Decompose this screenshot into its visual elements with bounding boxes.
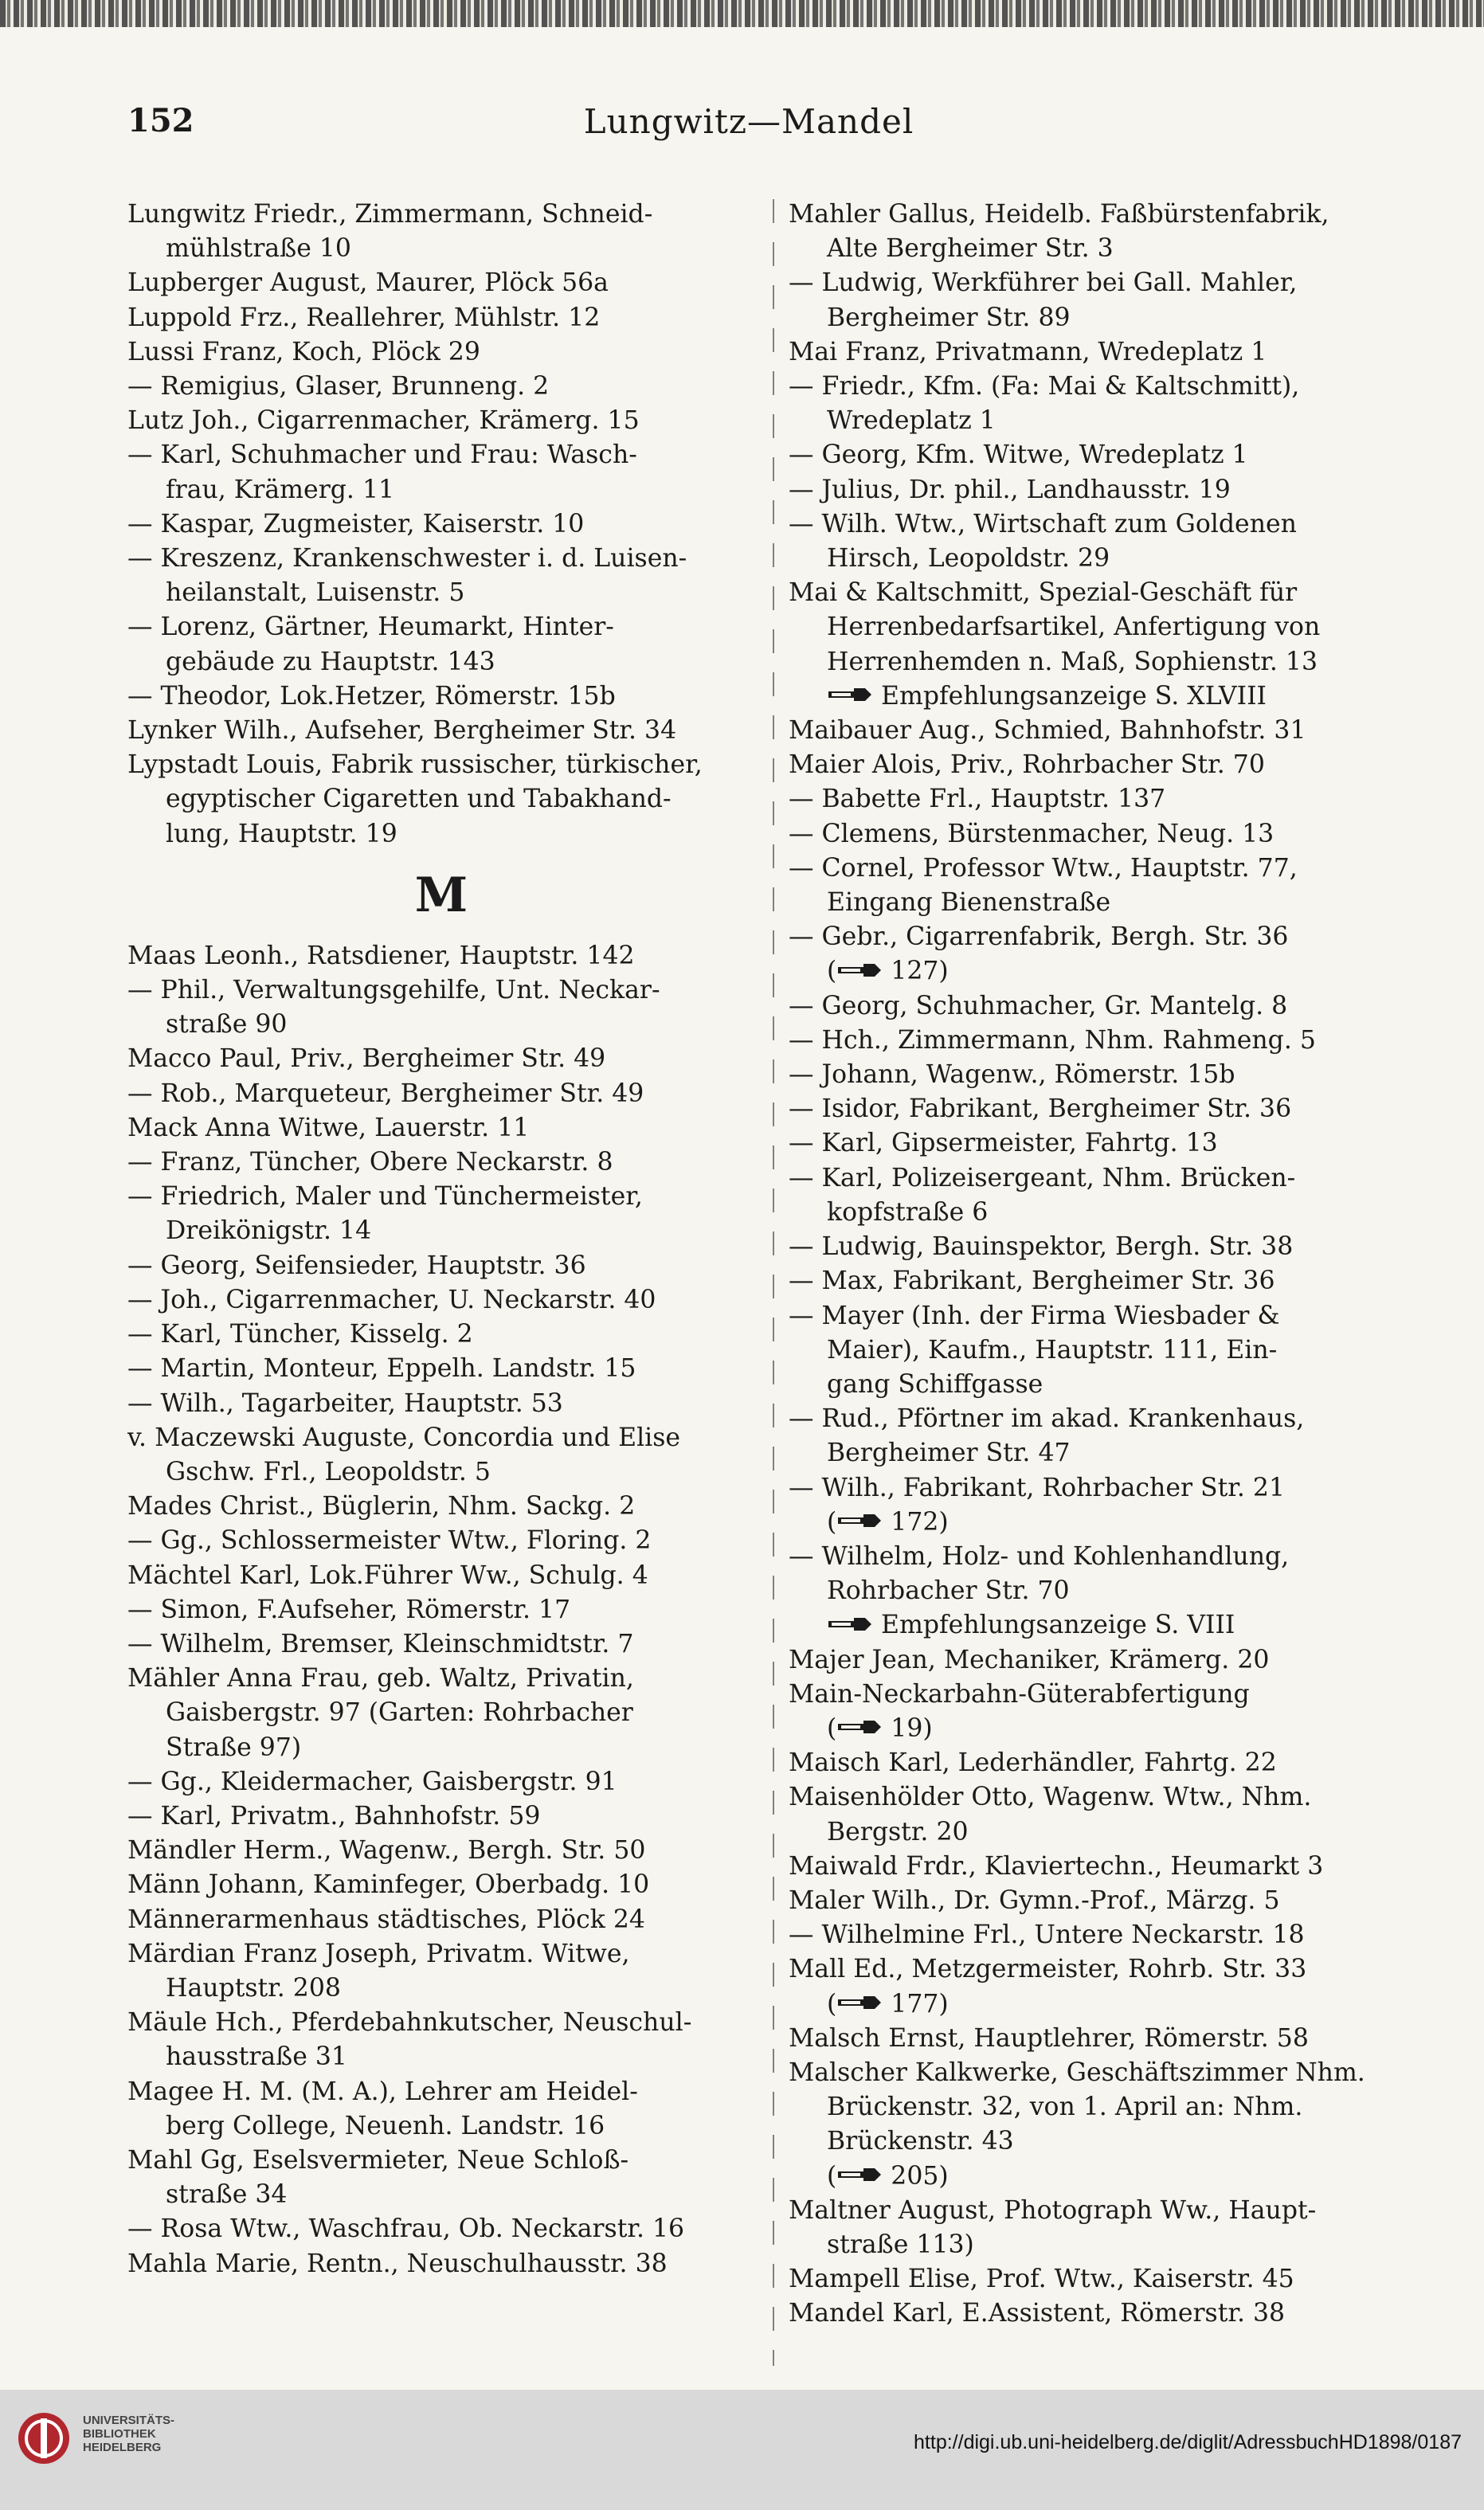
library-line: UNIVERSITÄTS- [83,2414,175,2427]
entry-text: Lutz Joh., Cigarrenmacher, Krämerg. 15 [127,406,640,436]
directory-entry [789,954,1426,989]
paren: ( [827,1989,837,2019]
directory-entry [789,920,1426,954]
directory-entry [789,714,1426,748]
entry-text: — Franz, Tüncher, Obere Neckarstr. 8 [127,1148,613,1177]
directory-entry [127,2075,755,2109]
entry-text: Männ Johann, Kaminfeger, Oberbadg. 10 [127,1870,650,1900]
entry-text: Malsch Ernst, Hauptlehrer, Römerstr. 58 [789,2023,1309,2053]
directory-entry [789,1815,1426,1850]
entry-text: Mahl Gg, Eselsvermieter, Neue Schloß- [127,2145,629,2175]
entry-text: Bergstr. 20 [827,1817,969,1846]
entry-text: Mai Franz, Privatmann, Wredeplatz 1 [789,337,1267,366]
directory-entry [789,610,1426,644]
directory-entry [789,1436,1426,1470]
directory-entry [127,301,755,335]
directory-entry [127,507,755,542]
directory-entry [789,1746,1426,1780]
entry-text: v. Maczewski Auguste, Concordia und Elise [127,1423,681,1452]
column-divider [773,199,774,2366]
directory-entry [127,335,755,370]
page-number: 152 [127,102,194,139]
entry-text: Main-Neckarbahn-Güterabfertigung [789,1679,1250,1709]
directory-entry [127,1145,755,1180]
directory-entry [789,2022,1426,2056]
entry-text: — Wilh., Tagarbeiter, Hauptstr. 53 [127,1388,563,1418]
university-logo-icon [16,2410,72,2466]
entry-text: Hauptstr. 208 [166,1973,341,2003]
directory-entry [789,1643,1426,1678]
directory-entry [127,542,755,576]
directory-entry [789,1608,1426,1643]
entry-text: — Hch., Zimmermann, Nhm. Rahmeng. 5 [789,1025,1316,1055]
directory-entry [127,1249,755,1283]
directory-entry [127,2247,755,2281]
entry-text: Herrenhemden n. Maß, Sophienstr. 13 [827,647,1318,676]
entry-text: Brückenstr. 43 [827,2127,1014,2156]
directory-entry [127,2040,755,2074]
directory-entry [789,301,1426,335]
directory-entry [789,645,1426,679]
entry-text: Maiwald Frdr., Klaviertechn., Heumarkt 3 [789,1851,1324,1881]
entry-text: — Georg, Schuhmacher, Gr. Mantelg. 8 [789,991,1288,1020]
pointing-hand-icon [836,1718,883,1736]
entry-text: Lupberger August, Maurer, Plöck 56a [127,268,609,298]
directory-entry [127,1111,755,1145]
entry-text: Lynker Wilh., Aufseher, Bergheimer Str. 34 [127,716,677,746]
directory-entry [127,1283,755,1318]
directory-entry [789,1987,1426,2022]
directory-entry [127,1042,755,1076]
entry-text: — Ludwig, Bauinspektor, Bergh. Str. 38 [789,1232,1294,1262]
entry-text: 177) [891,1989,949,2019]
directory-entry [789,1230,1426,1264]
entry-text: kopfstraße 6 [827,1197,989,1227]
entry-text: Empfehlungsanzeige S. VIII [881,1611,1235,1640]
entry-text: Magee H. M. (M. A.), Lehrer am Heidel- [127,2077,638,2106]
directory-entry [127,1662,755,1696]
directory-entry [789,2297,1426,2331]
entry-text: Mahla Marie, Rentn., Neuschulhausstr. 38 [127,2249,668,2278]
entry-text: Luppold Frz., Reallehrer, Mühlstr. 12 [127,303,601,332]
directory-entry [127,1627,755,1662]
entry-text: Lussi Franz, Koch, Plöck 29 [127,337,480,366]
pointing-hand-icon [836,1512,883,1529]
directory-entry [127,714,755,748]
directory-entry [127,645,755,679]
directory-entry [789,1058,1426,1092]
directory-entry [789,1402,1426,1436]
entry-text: Bergheimer Str. 47 [827,1439,1071,1468]
directory-entry [789,989,1426,1024]
entry-text: frau, Krämerg. 11 [166,475,395,504]
entry-text: — Theodor, Lok.Hetzer, Römerstr. 15b [127,681,616,711]
entry-text: Gaisbergstr. 97 (Garten: Rohrbacher [166,1698,633,1728]
directory-entry [127,1868,755,1902]
entry-text: Märdian Franz Joseph, Privatm. Witwe, [127,1939,630,1968]
entry-text: — Karl, Gipsermeister, Fahrtg. 13 [789,1129,1218,1158]
directory-entry [127,1318,755,1352]
entry-text: — Rob., Marqueteur, Bergheimer Str. 49 [127,1079,644,1108]
entry-text: — Max, Fabrikant, Bergheimer Str. 36 [789,1267,1275,1296]
entry-text: — Remigius, Glaser, Brunneng. 2 [127,372,550,401]
directory-entry [789,852,1426,886]
directory-entry [127,232,755,266]
entry-text: 19) [891,1713,933,1743]
directory-entry [127,2144,755,2178]
entry-text: Hirsch, Leopoldstr. 29 [827,544,1110,574]
directory-entry [789,2090,1426,2124]
directory-entry [789,266,1426,300]
directory-entry [127,1731,755,1765]
directory-entry [127,2178,755,2212]
directory-entry [127,404,755,438]
entry-text: — Joh., Cigarrenmacher, U. Neckarstr. 40 [127,1285,656,1314]
entry-text: Maltner August, Photograph Ww., Haupt- [789,2195,1317,2225]
entry-text: Brückenstr. 32, von 1. April an: Nhm. [827,2093,1303,2122]
directory-entry [789,1540,1426,1574]
directory-entry [789,1333,1426,1368]
directory-entry [127,973,755,1008]
entry-text: Maier Alois, Priv., Rohrbacher Str. 70 [789,750,1265,780]
paren: ( [827,957,837,986]
directory-entry [789,782,1426,816]
directory-entry [789,335,1426,370]
directory-entry [789,748,1426,782]
entry-text: Dreikönigstr. 14 [166,1216,372,1246]
entry-text: 172) [891,1507,949,1537]
directory-entry [789,1264,1426,1298]
directory-entry [127,1180,755,1214]
entry-text: lung, Hauptstr. 19 [166,819,397,848]
entry-text: Macco Paul, Priv., Bergheimer Str. 49 [127,1044,606,1074]
entry-text: — Gebr., Cigarrenfabrik, Bergh. Str. 36 [789,922,1289,952]
directory-entry [789,1506,1426,1540]
directory-entry [127,2109,755,2144]
entry-text: — Wilhelmine Frl., Untere Neckarstr. 18 [789,1921,1305,1950]
entry-text: Rohrbacher Str. 70 [827,1576,1070,1606]
entry-text: Alte Bergheimer Str. 3 [827,234,1114,264]
entry-text: Mächtel Karl, Lok.Führer Ww., Schulg. 4 [127,1560,648,1590]
entry-text: — Rud., Pförtner im akad. Krankenhaus, [789,1404,1305,1434]
entry-text: — Friedrich, Maler und Tünchermeister, [127,1182,643,1212]
directory-entry [127,1008,755,1042]
pointing-hand-icon [836,961,883,979]
directory-entry [789,1952,1426,1987]
directory-entry [127,1765,755,1799]
pointing-hand-icon [827,1615,873,1633]
directory-entry [127,817,755,852]
entry-text: gebäude zu Hauptstr. 143 [166,647,495,676]
entry-text: — Gg., Kleidermacher, Gaisbergstr. 91 [127,1767,617,1796]
entry-text: — Julius, Dr. phil., Landhausstr. 19 [789,475,1231,504]
source-url[interactable]: http://digi.ub.uni-heidelberg.de/diglit/AdressbuchHD1898/0187 [914,2431,1462,2453]
library-line: BIBLIOTHEK [83,2427,156,2441]
left-column [127,198,755,2380]
directory-entry [127,1352,755,1386]
entry-text: straße 90 [166,1010,288,1040]
directory-entry [789,1368,1426,1402]
directory-entry [789,1712,1426,1746]
entry-text: Empfehlungsanzeige S. XLVIII [881,681,1267,711]
directory-entry [789,1780,1426,1815]
entry-text: Lungwitz Friedr., Zimmermann, Schneid- [127,200,653,229]
entry-text: Straße 97) [166,1733,302,1762]
entry-text: Maisenhölder Otto, Wagenw. Wtw., Nhm. [789,1783,1312,1812]
entry-text: Maas Leonh., Ratsdiener, Hauptstr. 142 [127,941,635,970]
directory-entry [127,198,755,232]
directory-entry [789,1574,1426,1608]
directory-entry [789,1678,1426,1712]
entry-text: — Isidor, Fabrikant, Bergheimer Str. 36 [789,1094,1292,1124]
running-title: Lungwitz—Mandel [583,102,914,141]
entry-text: Maier), Kaufm., Hauptstr. 111, Ein- [827,1335,1278,1365]
entry-text: — Lorenz, Gärtner, Heumarkt, Hinter- [127,613,614,642]
directory-entry [789,886,1426,920]
directory-entry [127,610,755,644]
directory-entry [127,1696,755,1730]
entry-text: Maibauer Aug., Schmied, Bahnhofstr. 31 [789,716,1306,746]
entry-text: Mahler Gallus, Heidelb. Faßbürstenfabrik, [789,200,1329,229]
directory-entry [789,1471,1426,1506]
directory-entry [127,1214,755,1248]
directory-entry [789,1196,1426,1230]
directory-entry [127,1903,755,1937]
entry-text: — Babette Frl., Hauptstr. 137 [789,785,1166,814]
directory-entry [789,370,1426,404]
entry-text: Wredeplatz 1 [827,406,996,436]
entry-text: — Karl, Schuhmacher und Frau: Wasch- [127,441,637,470]
entry-text: — Kaspar, Zugmeister, Kaiserstr. 10 [127,509,585,538]
pointing-hand-icon [836,1994,883,2011]
directory-entry [127,1455,755,1490]
entry-text: hausstraße 31 [166,2042,347,2072]
directory-entry [789,438,1426,472]
entry-text: — Karl, Polizeisergeant, Nhm. Brücken- [789,1163,1296,1192]
directory-entry [789,2056,1426,2090]
directory-entry [789,507,1426,542]
entry-text: — Phil., Verwaltungsgehilfe, Unt. Neckar- [127,976,660,1005]
directory-entry [789,1850,1426,1884]
page-header [127,102,1370,150]
directory-entry [127,1490,755,1524]
directory-entry [127,1799,755,1834]
entry-text: Mack Anna Witwe, Lauerstr. 11 [127,1113,530,1142]
directory-entry [127,782,755,816]
directory-entry [127,1593,755,1627]
entry-text: Lypstadt Louis, Fabrik russischer, türkischer, [127,750,703,780]
entry-text: — Ludwig, Werkführer bei Gall. Mahler, [789,268,1298,298]
directory-entry [127,1559,755,1593]
entry-text: Mandel Karl, E.Assistent, Römerstr. 38 [789,2299,1286,2328]
directory-entry [789,1918,1426,1952]
directory-entry [789,679,1426,714]
directory-entry [127,266,755,300]
directory-entry [127,473,755,507]
directory-entry [789,1126,1426,1161]
entry-text: Malscher Kalkwerke, Geschäftszimmer Nhm. [789,2058,1365,2087]
entry-text: — Georg, Seifensieder, Hauptstr. 36 [127,1251,586,1280]
entry-text: Majer Jean, Mechaniker, Krämerg. 20 [789,1645,1270,1674]
entry-text: Mades Christ., Büglerin, Nhm. Sackg. 2 [127,1492,636,1521]
entry-text: egyptischer Cigaretten und Tabakhand- [166,785,672,814]
entry-text: berg College, Neuenh. Landstr. 16 [166,2111,605,2140]
entry-text: gang Schiffgasse [827,1369,1043,1399]
directory-entry [789,1161,1426,1196]
entry-text: straße 34 [166,2180,288,2210]
directory-entry [789,1884,1426,1918]
entry-text: Herrenbedarfsartikel, Anfertigung von [827,613,1321,642]
entry-text: Mampell Elise, Prof. Wtw., Kaiserstr. 45 [789,2265,1294,2294]
directory-entry [127,1937,755,1972]
entry-text: Mäule Hch., Pferdebahnkutscher, Neuschul- [127,2008,692,2038]
entry-text: — Wilh., Fabrikant, Rohrbacher Str. 21 [789,1473,1286,1502]
directory-entry [127,2006,755,2040]
directory-entry [789,542,1426,576]
directory-entry [127,2212,755,2246]
entry-text: — Simon, F.Aufseher, Römerstr. 17 [127,1595,571,1624]
directory-entry [127,939,755,973]
entry-text: — Wilh. Wtw., Wirtschaft zum Goldenen [789,509,1297,538]
entry-text: Bergheimer Str. 89 [827,303,1071,332]
entry-text: — Karl, Tüncher, Kisselg. 2 [127,1320,473,1349]
directory-entry [127,438,755,472]
entry-text: 205) [891,2161,949,2191]
entry-text: — Rosa Wtw., Waschfrau, Ob. Neckarstr. 16 [127,2214,685,2244]
entry-text: straße 113) [827,2230,974,2259]
directory-entry [789,817,1426,852]
directory-entry [789,1092,1426,1126]
directory-entry [127,576,755,610]
entry-text: Mändler Herm., Wagenw., Bergh. Str. 50 [127,1836,646,1866]
paren: ( [827,2161,837,2191]
directory-entry [789,2228,1426,2262]
entry-text: Gschw. Frl., Leopoldstr. 5 [166,1457,491,1486]
directory-entry [789,1024,1426,1058]
entry-text: — Gg., Schlossermeister Wtw., Floring. 2 [127,1526,652,1556]
library-name [83,2414,174,2454]
directory-entry [789,1299,1426,1333]
directory-entry [127,1387,755,1421]
entry-text: Maler Wilh., Dr. Gymn.-Prof., Märzg. 5 [789,1885,1280,1915]
entry-text: Mall Ed., Metzgermeister, Rohrb. Str. 33 [789,1955,1307,1984]
entry-text: — Wilhelm, Bremser, Kleinschmidtstr. 7 [127,1629,634,1658]
entry-text: — Martin, Monteur, Eppelh. Landstr. 15 [127,1354,636,1384]
directory-entry [127,1421,755,1455]
directory-entry [789,232,1426,266]
entry-text: — Karl, Privatm., Bahnhofstr. 59 [127,1801,541,1831]
directory-entry [789,2194,1426,2228]
section-letter: M [414,867,468,923]
directory-entry [789,473,1426,507]
paren: ( [827,1507,837,1537]
entry-text: — Georg, Kfm. Witwe, Wredeplatz 1 [789,441,1248,470]
entry-text: — Wilhelm, Holz- und Kohlenhandlung, [789,1541,1290,1571]
directory-entry [127,1077,755,1111]
paren: ( [827,1713,837,1743]
library-line: HEIDELBERG [83,2441,162,2454]
directory-entry [127,1524,755,1558]
entry-text: — Kreszenz, Krankenschwester i. d. Luisen- [127,544,687,574]
entry-text: mühlstraße 10 [166,234,351,264]
directory-entry [127,679,755,714]
directory-entry [127,1972,755,2006]
directory-entry [127,370,755,404]
entry-text: Mähler Anna Frau, geb. Waltz, Privatin, [127,1664,634,1694]
right-column [789,198,1426,2380]
entry-text: — Friedr., Kfm. (Fa: Mai & Kaltschmitt), [789,372,1300,401]
footer-bar [0,2390,1484,2510]
entry-text: 127) [891,957,949,986]
entry-text: Männerarmenhaus städtisches, Plöck 24 [127,1905,645,1934]
entry-text: Mai & Kaltschmitt, Spezial-Geschäft für [789,578,1298,608]
scan-edge-artifact [0,0,1484,27]
entry-text: — Mayer (Inh. der Firma Wiesbader & [789,1301,1280,1330]
entry-text: heilanstalt, Luisenstr. 5 [166,578,465,608]
directory-entry [127,748,755,782]
directory-entry [789,2160,1426,2194]
entry-text: Eingang Bienenstraße [827,888,1111,918]
directory-entry [789,2124,1426,2159]
entry-text: — Clemens, Bürstenmacher, Neug. 13 [789,819,1275,848]
directory-entry [789,404,1426,438]
pointing-hand-icon [836,2166,883,2183]
directory-entry [127,1834,755,1868]
entry-text: — Cornel, Professor Wtw., Hauptstr. 77, [789,853,1298,883]
entry-text: Maisch Karl, Lederhändler, Fahrtg. 22 [789,1748,1277,1778]
directory-entry [789,576,1426,610]
directory-entry [789,198,1426,232]
directory-entry [789,2262,1426,2297]
pointing-hand-icon [827,686,873,703]
entry-text: — Johann, Wagenw., Römerstr. 15b [789,1060,1235,1090]
